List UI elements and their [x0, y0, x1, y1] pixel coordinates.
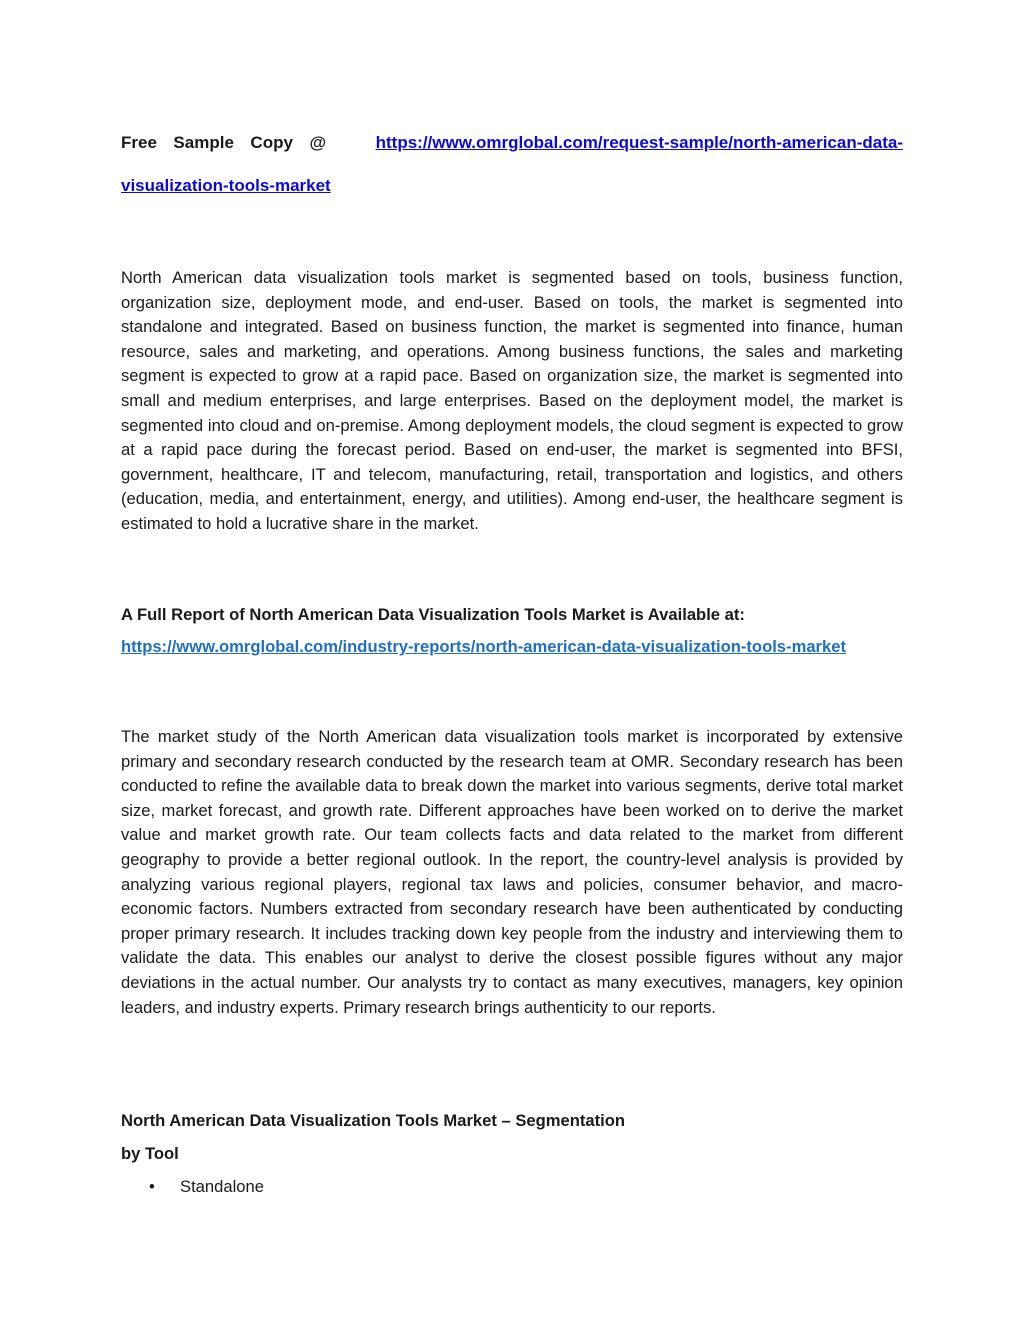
list-item	[121, 1175, 264, 1199]
free-sample-line	[121, 121, 903, 207]
bullet-icon: •	[149, 1177, 155, 1196]
list-item-label: Standalone	[180, 1177, 264, 1196]
intro-paragraph: North American data visualization tools market is segmented based on tools, business function, organization size, deployment mode, and end-user. Based on tools, the market is segmented into standalone and integrated. Based on business function, the market is segmented into finance, human resource, sales and marketing, and operations. Among business functions, the sales and marketing segment is expected to grow at a rapid pace. Based on organization size, the market is segmented into small and medium enterprises, and large enterprises. Based on the deployment model, the market is segmented into cloud and on-premise. Among deployment models, the cloud segment is expected to grow at a rapid pace during the forecast period. Based on end-user, the market is segmented into BFSI, government, healthcare, IT and telecom, manufacturing, retail, transportation and logistics, and others (education, media, and entertainment, energy, and utilities). Among end-user, the healthcare segment is estimated to hold a lucrative share in the market.	[121, 268, 903, 533]
segmentation-subheading: by Tool	[121, 1144, 179, 1163]
full-report-link[interactable]: https://www.omrglobal.com/industry-reports/north-american-data-visualization-tools-market	[121, 637, 846, 656]
full-report-link-wrapper	[121, 635, 903, 660]
segmentation-list	[121, 1175, 264, 1199]
request-sample-link[interactable]: https://www.omrglobal.com/request-sample/north-american-data-visualization-tools-market	[121, 133, 903, 195]
segmentation-heading: North American Data Visualization Tools Market – Segmentation	[121, 1111, 626, 1130]
full-report-heading: A Full Report of North American Data Visualization Tools Market is Available at:	[121, 605, 745, 624]
study-paragraph: The market study of the North American data visualization tools market is incorporated by extensive primary and secondary research conducted by the research team at OMR. Secondary research has been conducted to refine the available data to break down the market into various segments, derive total market size, market forecast, and growth rate. Different approaches have been worked on to derive the market value and market growth rate. Our team collects facts and data related to the market from different geography to provide a better regional outlook. In the report, the country-level analysis is provided by analyzing various regional players, regional tax laws and policies, consumer behavior, and macro-economic factors. Numbers extracted from secondary research have been authenticated by conducting proper primary research. It includes tracking down key people from the industry and interviewing them to validate the data. This enables our analyst to derive the closest possible figures without any major deviations in the actual number. Our analysts try to contact as many executives, managers, key opinion leaders, and industry experts. Primary research brings authenticity to our reports.	[121, 727, 903, 1017]
free-sample-label: Free Sample Copy @	[121, 133, 327, 152]
